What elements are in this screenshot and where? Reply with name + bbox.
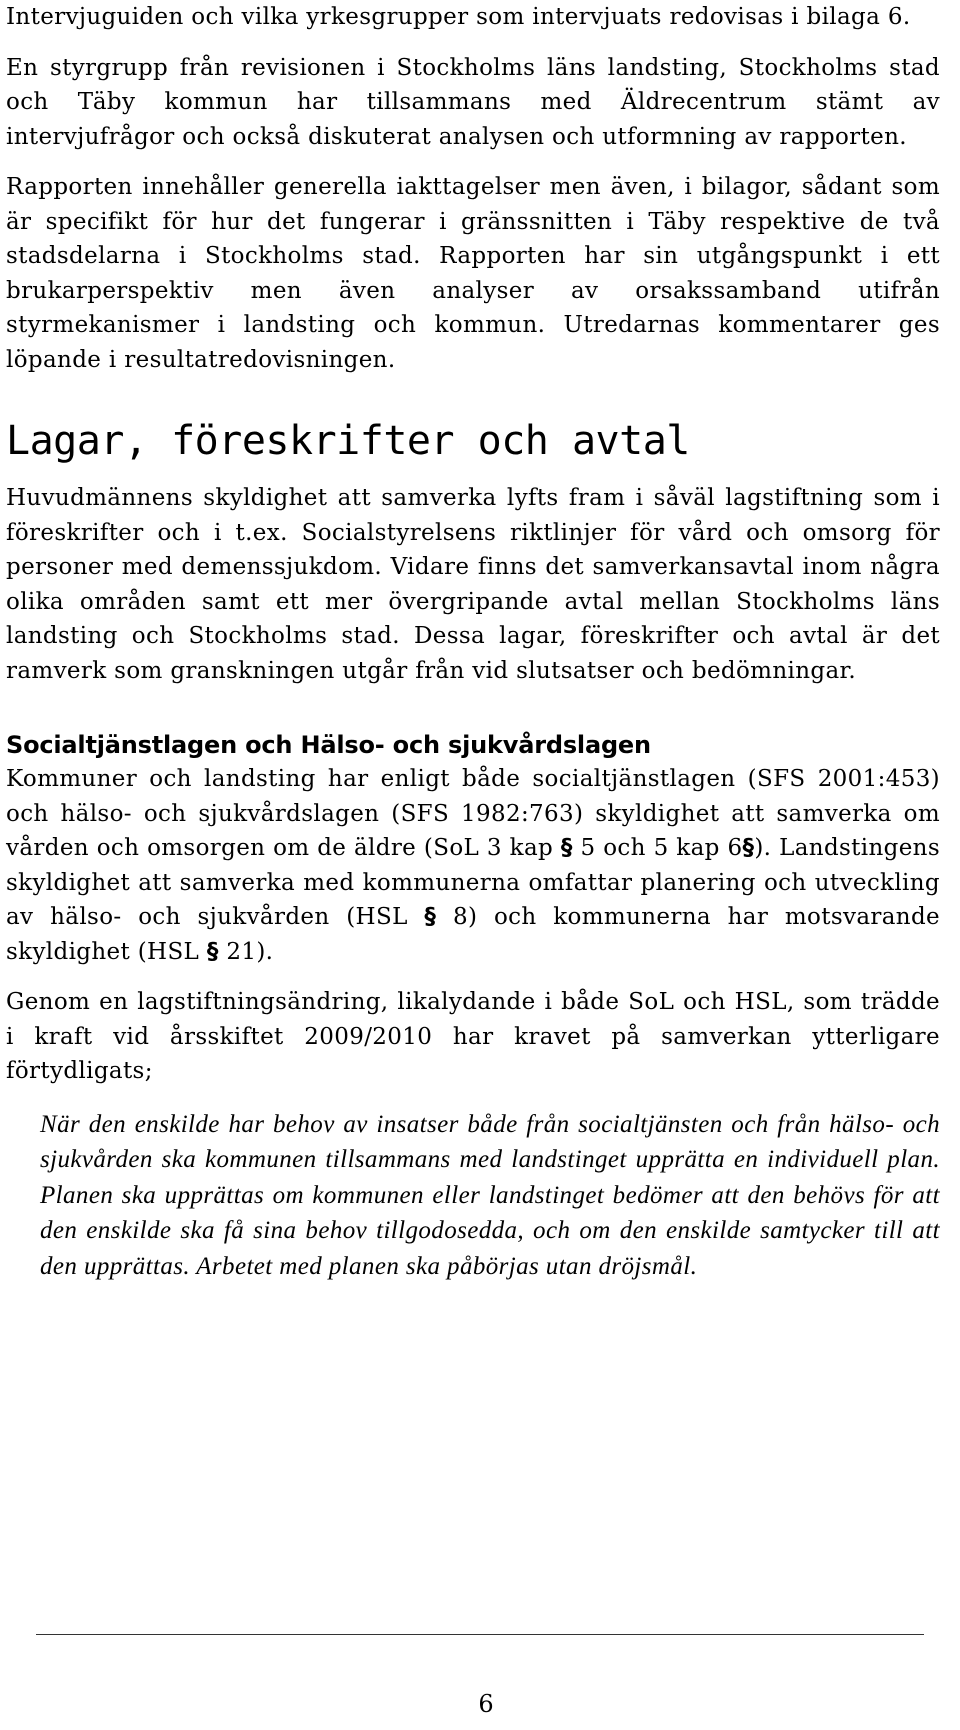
text-run: 5 och 5 kap 6	[572, 835, 743, 861]
section-sign-glyph: §	[206, 938, 219, 965]
sol-hsl-paragraph-1	[6, 762, 940, 969]
subsection-heading-sol-hsl: Socialtjänstlagen och Hälso- och sjukvårdslagen	[6, 731, 651, 759]
text-run: Kommuner och landsting har enligt både socialtjänstlagen (SFS 2001:453) och hälso- och sjukvårdslagen (SFS 1982:763) skyldighet att samverka om vården och omsorgen om de äldre (SoL 3 kap	[6, 766, 940, 861]
section-sign-glyph: §	[742, 835, 755, 861]
intro-paragraph-3: Rapporten innehåller generella iakttagelser men även, i bilagor, sådant som är specifikt för hur det fungerar i gränssnitten i Täby respektive de två stadsdelarna i Stockholms stad. Rapporten har sin utgångspunkt i ett brukarperspektiv men även analyser av orsakssamband utifrån styrmekanismer i landsting och kommun. Utredarnas kommentarer ges löpande i resultatredovisningen.	[6, 174, 940, 373]
law-quote: När den enskilde har behov av insatser både från socialtjänsten och från hälso- och sjukvården ska kommunen tillsammans med landstinget upprätta en individuell plan. Planen ska upprättas om kommunen eller landstinget bedömer att den behövs för att den enskilde ska få sina behov tillgodosedda, och om den enskilde samtycker till att den upprättas. Arbetet med planen ska påbörjas utan dröjsmål.	[40, 1110, 940, 1280]
document-page	[6, 0, 940, 1284]
section-sign-glyph: §	[560, 835, 573, 861]
section-heading-laws: Lagar, föreskrifter och avtal	[6, 418, 690, 464]
footer-divider	[36, 1634, 924, 1635]
sol-hsl-paragraph-2: Genom en lagstiftningsändring, likalydande i både SoL och HSL, som trädde i kraft vid årsskiftet 2009/2010 har kravet på samverkan ytterligare förtydligats;	[6, 989, 940, 1084]
intro-paragraph-2: En styrgrupp från revisionen i Stockholms läns landsting, Stockholms stad och Täby kommun har tillsammans med Äldrecentrum stämt av intervjufrågor och också diskuterat analysen och utformning av rapporten.	[6, 54, 940, 150]
intro-paragraph-1: Intervjuguiden och vilka yrkesgrupper som intervjuats redovisas i bilaga 6.	[6, 4, 911, 30]
text-run: 21).	[218, 938, 274, 965]
laws-paragraph-1: Huvudmännens skyldighet att samverka lyfts fram i såväl lagstiftning som i föreskrifter och i t.ex. Socialstyrelsens riktlinjer för vård och omsorg för personer med demenssjukdom. Vidare finns det samverkansavtal inom några olika områden samt ett mer övergripande avtal mellan Stockholms läns landsting och Stockholms stad. Dessa lagar, föreskrifter och avtal är det ramverk som granskningen utgår från vid slutsatser och bedömningar.	[6, 485, 940, 684]
text-run: 8) och kommunerna har motsvarande skyldighet (HSL	[6, 904, 941, 965]
text-run: ). Landstingens skyldighet att samverka med kommunerna omfattar planering och utveckling av hälso- och sjukvården (HSL	[6, 835, 940, 930]
section-sign-glyph: §	[424, 904, 437, 930]
page-number: 6	[478, 1690, 494, 1718]
